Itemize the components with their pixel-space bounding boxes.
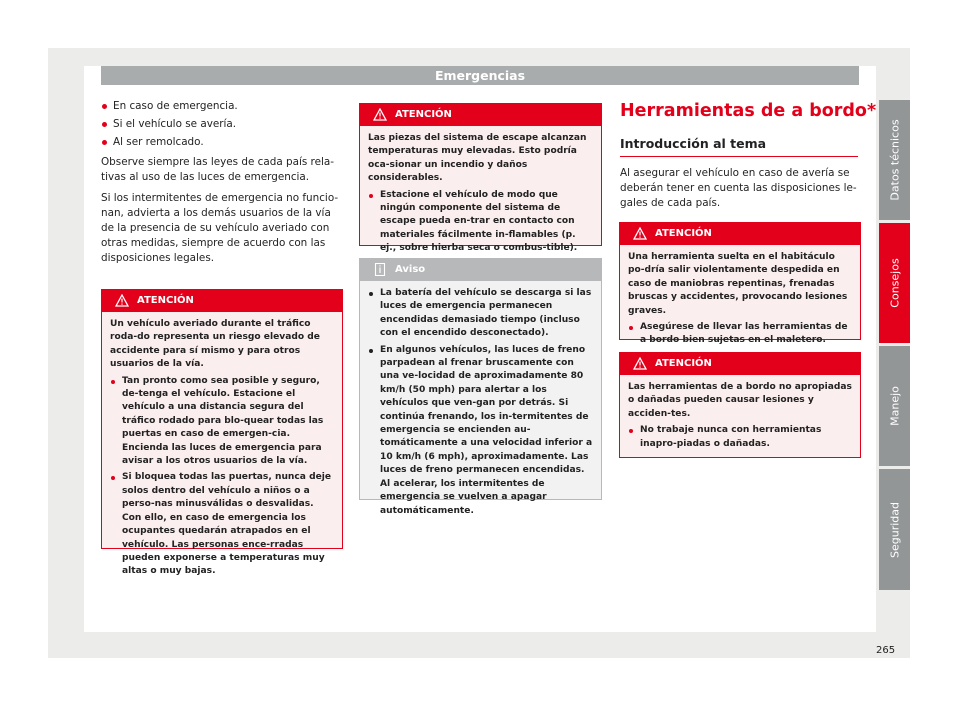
tab-label: Manejo — [888, 386, 901, 426]
warning-title: ATENCIÓN — [655, 228, 712, 239]
page-number: 265 — [876, 645, 896, 656]
section-subtitle: Introducción al tema — [620, 136, 858, 157]
paragraph: Observe siempre las leyes de cada país rela-tivas al uso de las luces de emergencia. — [101, 156, 334, 183]
warning-body — [102, 312, 342, 588]
left-column — [101, 99, 341, 272]
warning-header — [620, 223, 860, 245]
tab-datos-tecnicos[interactable] — [879, 100, 910, 220]
notice-body — [360, 281, 601, 527]
warning-triangle-icon — [373, 108, 387, 121]
warning-body — [620, 245, 860, 357]
section-title: Herramientas de a bordo* — [620, 101, 877, 121]
warning-box — [619, 222, 861, 346]
warning-header — [620, 353, 860, 375]
warning-bullet: Si bloquea todas las puertas, nunca deje solos dentro del vehículo a niños o a perso-nas minusválidas o desvalidas. Con ello, en caso de emergencia los ocupantes quedarán atrapados en el vehículo. Las personas ence-rradas pueden exponerse a temperaturas muy altas o muy bajas. — [110, 471, 334, 578]
intro-paragraph — [620, 166, 860, 217]
list-item: Si el vehículo se avería. — [101, 117, 341, 132]
notice-title: Aviso — [395, 264, 426, 275]
warning-bullet: Estacione el vehículo de modo que ningún componente del sistema de escape pueda en-trar en contacto con materiales fácilmente in-flamables (p. ej., sobre hierba seca o combus-tible). — [368, 189, 593, 256]
warning-box — [101, 289, 343, 577]
notice-bullet: La batería del vehículo se descarga si las luces de emergencia permanecen encendidas demasiado tiempo (incluso con el encendido desconectado). — [368, 287, 593, 341]
warning-text: Un vehículo averiado durante el tráfico roda-do representa un riesgo elevado de accidente para sí mismo y para otros usuarios de la vía. — [110, 319, 320, 370]
warning-text: Las piezas del sistema de escape alcanzan temperaturas muy elevadas. Esto podría oca-sionar un incendio y daños considerables. — [368, 133, 587, 184]
tab-label: Seguridad — [888, 501, 901, 558]
warning-title: ATENCIÓN — [655, 358, 712, 369]
info-note-icon — [373, 263, 387, 276]
tab-label: Datos técnicos — [888, 119, 901, 201]
section-header: Emergencias — [101, 66, 859, 85]
warning-box — [359, 103, 602, 254]
warning-triangle-icon — [115, 294, 129, 307]
warning-text: Las herramientas de a bordo no apropiadas o dañadas pueden causar lesiones y acciden-tes. — [628, 382, 852, 419]
warning-text: Una herramienta suelta en el habitáculo po-dría salir violentamente despedida en caso de maniobras repentinas, frenadas bruscas y accidentes, provocando lesiones graves. — [628, 252, 848, 316]
list-item: En caso de emergencia. — [101, 99, 341, 114]
warning-triangle-icon — [633, 227, 647, 240]
warning-title: ATENCIÓN — [395, 109, 452, 120]
tab-consejos[interactable] — [879, 223, 910, 343]
warning-bullet: Tan pronto como sea posible y seguro, de-tenga el vehículo. Estacione el vehículo a una distancia segura del tráfico rodado para blo-quear todas las puertas en caso de emergen-cia. Encienda las luces de emergencia para avisar a los otros usuarios de la vía. — [110, 375, 334, 469]
list-item: Al ser remolcado. — [101, 135, 341, 150]
warning-body — [360, 126, 601, 265]
warning-title: ATENCIÓN — [137, 295, 194, 306]
tab-manejo[interactable] — [879, 346, 910, 466]
warning-bullet: No trabaje nunca con herramientas inapro-piadas o dañadas. — [628, 424, 852, 451]
tab-label: Consejos — [888, 258, 901, 308]
notice-header — [360, 259, 601, 281]
tab-seguridad[interactable] — [879, 469, 910, 590]
paragraph: Si los intermitentes de emergencia no funcio-nan, advierta a los demás usuarios de la vía de la presencia de su vehículo averiado con otras medidas, siempre de acuerdo con las disposiciones legales. — [101, 192, 339, 264]
warning-box — [619, 352, 861, 458]
warning-body — [620, 375, 860, 460]
warning-header — [360, 104, 601, 126]
warning-bullet: Asegúrese de llevar las herramientas de a bordo bien sujetas en el maletero. — [628, 321, 852, 348]
notice-bullet: En algunos vehículos, las luces de freno parpadean al frenar bruscamente con una ve-locidad de aproximadamente 80 km/h (50 mph) para alertar a los vehículos que ven-gan por detrás. Si continúa frenando, los in-termitentes de emergencia se encienden au-tomáticamente a una velocidad inferior a 10 km/h (6 mph), aproximadamente. Las luces de freno permanecen encendidas. Al acelerar, los intermitentes de emergencia se vuelven a apagar automáticamente. — [368, 344, 593, 518]
warning-header — [102, 290, 342, 312]
paragraph: Al asegurar el vehículo en caso de avería se deberán tener en cuenta las disposiciones le-gales de cada país. — [620, 167, 857, 209]
warning-triangle-icon — [633, 357, 647, 370]
notice-box — [359, 258, 602, 516]
